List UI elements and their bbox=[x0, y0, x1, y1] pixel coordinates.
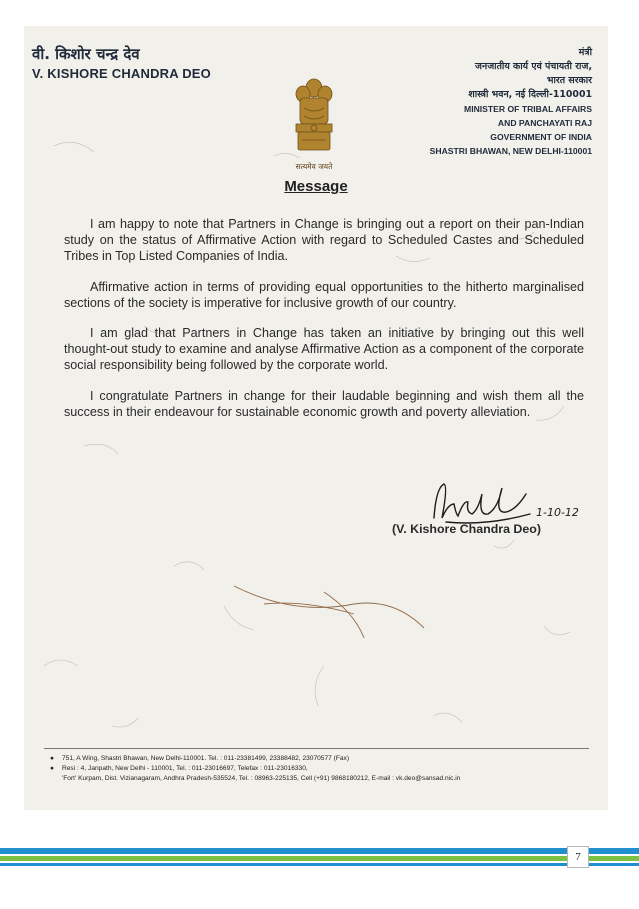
designation-hindi-2: जनजातीय कार्य एवं पंचायती राज, bbox=[475, 61, 592, 72]
bullet-icon: ● bbox=[50, 755, 54, 762]
designation-english-4: SHASTRI BHAWAN, NEW DELHI-110001 bbox=[429, 146, 592, 156]
constituency-address bbox=[50, 774, 600, 784]
message-paragraph: I am happy to note that Partners in Change is bringing out a report on their pan-Indian study on the status of Affirmative Action with regard to Scheduled Castes and Scheduled Tribes in Top Listed Companies of India. bbox=[64, 217, 584, 264]
national-emblem bbox=[278, 74, 350, 172]
designation-hindi-1: मंत्री bbox=[578, 47, 592, 58]
constituency-address-text: 'Fort' Kurpam, Dist. Vizianagaram, Andhra Pradesh-535524, Tel. : 08963-225135, Cell (+91) 9868180212, E-mail : vk.deo@sansad.nic.in bbox=[62, 775, 461, 782]
footer-divider bbox=[44, 748, 589, 749]
bullet-icon: ● bbox=[50, 765, 54, 772]
letter-page bbox=[24, 26, 608, 810]
office-address-text: 751, A Wing, Shastri Bhawan, New Delhi-110001. Tel. : 011-23381499, 23388482, 23070577 (Fax) bbox=[62, 755, 350, 762]
lion-capital-emblem-icon bbox=[288, 74, 340, 156]
designation-english-2: AND PANCHAYATI RAJ bbox=[497, 118, 592, 128]
residence-address-text: Resi : 4, Janpath, New Delhi - 110001, Tel. : 011-23016697, Telefax : 011-23016330, bbox=[62, 765, 308, 772]
contact-footer bbox=[50, 754, 600, 784]
designation-hindi-3: भारत सरकार bbox=[546, 75, 592, 86]
minister-name-block bbox=[32, 44, 211, 81]
message-paragraph: I am glad that Partners in Change has taken an initiative by bringing out this well thought-out study to examine and analyse Affirmative Action as a component of the corporate social responsibility being followed by the corporate world. bbox=[64, 326, 584, 373]
decorative-bottom-band bbox=[0, 842, 639, 872]
office-address bbox=[50, 754, 600, 764]
designation-english-3: GOVERNMENT OF INDIA bbox=[490, 132, 592, 142]
signatory-name: (V. Kishore Chandra Deo) bbox=[392, 522, 541, 536]
ministry-address-block bbox=[370, 46, 592, 158]
message-title: Message bbox=[284, 178, 348, 195]
designation-hindi-4: शास्त्री भवन, नई दिल्ली-110001 bbox=[468, 89, 592, 100]
message-paragraph: I congratulate Partners in change for their laudable beginning and wish them all the success in their endeavour for sustainable economic growth and poverty alleviation. bbox=[64, 388, 584, 419]
emblem-motto: सत्यमेव जयते bbox=[295, 162, 333, 171]
handwritten-signature bbox=[416, 468, 586, 548]
designation-english-1: MINISTER OF TRIBAL AFFAIRS bbox=[464, 104, 592, 114]
minister-name-hindi: वी. किशोर चन्द्र देव bbox=[32, 45, 140, 63]
signature-date: 1-10-12 bbox=[536, 506, 579, 519]
minister-name-english: V. KISHORE CHANDRA DEO bbox=[32, 66, 211, 81]
message-body bbox=[64, 216, 584, 434]
residence-address bbox=[50, 764, 600, 774]
page-number: 7 bbox=[567, 846, 589, 868]
message-paragraph: Affirmative action in terms of providing equal opportunities to the hitherto marginalised sections of the society is imperative for inclusive growth of our country. bbox=[64, 279, 584, 310]
